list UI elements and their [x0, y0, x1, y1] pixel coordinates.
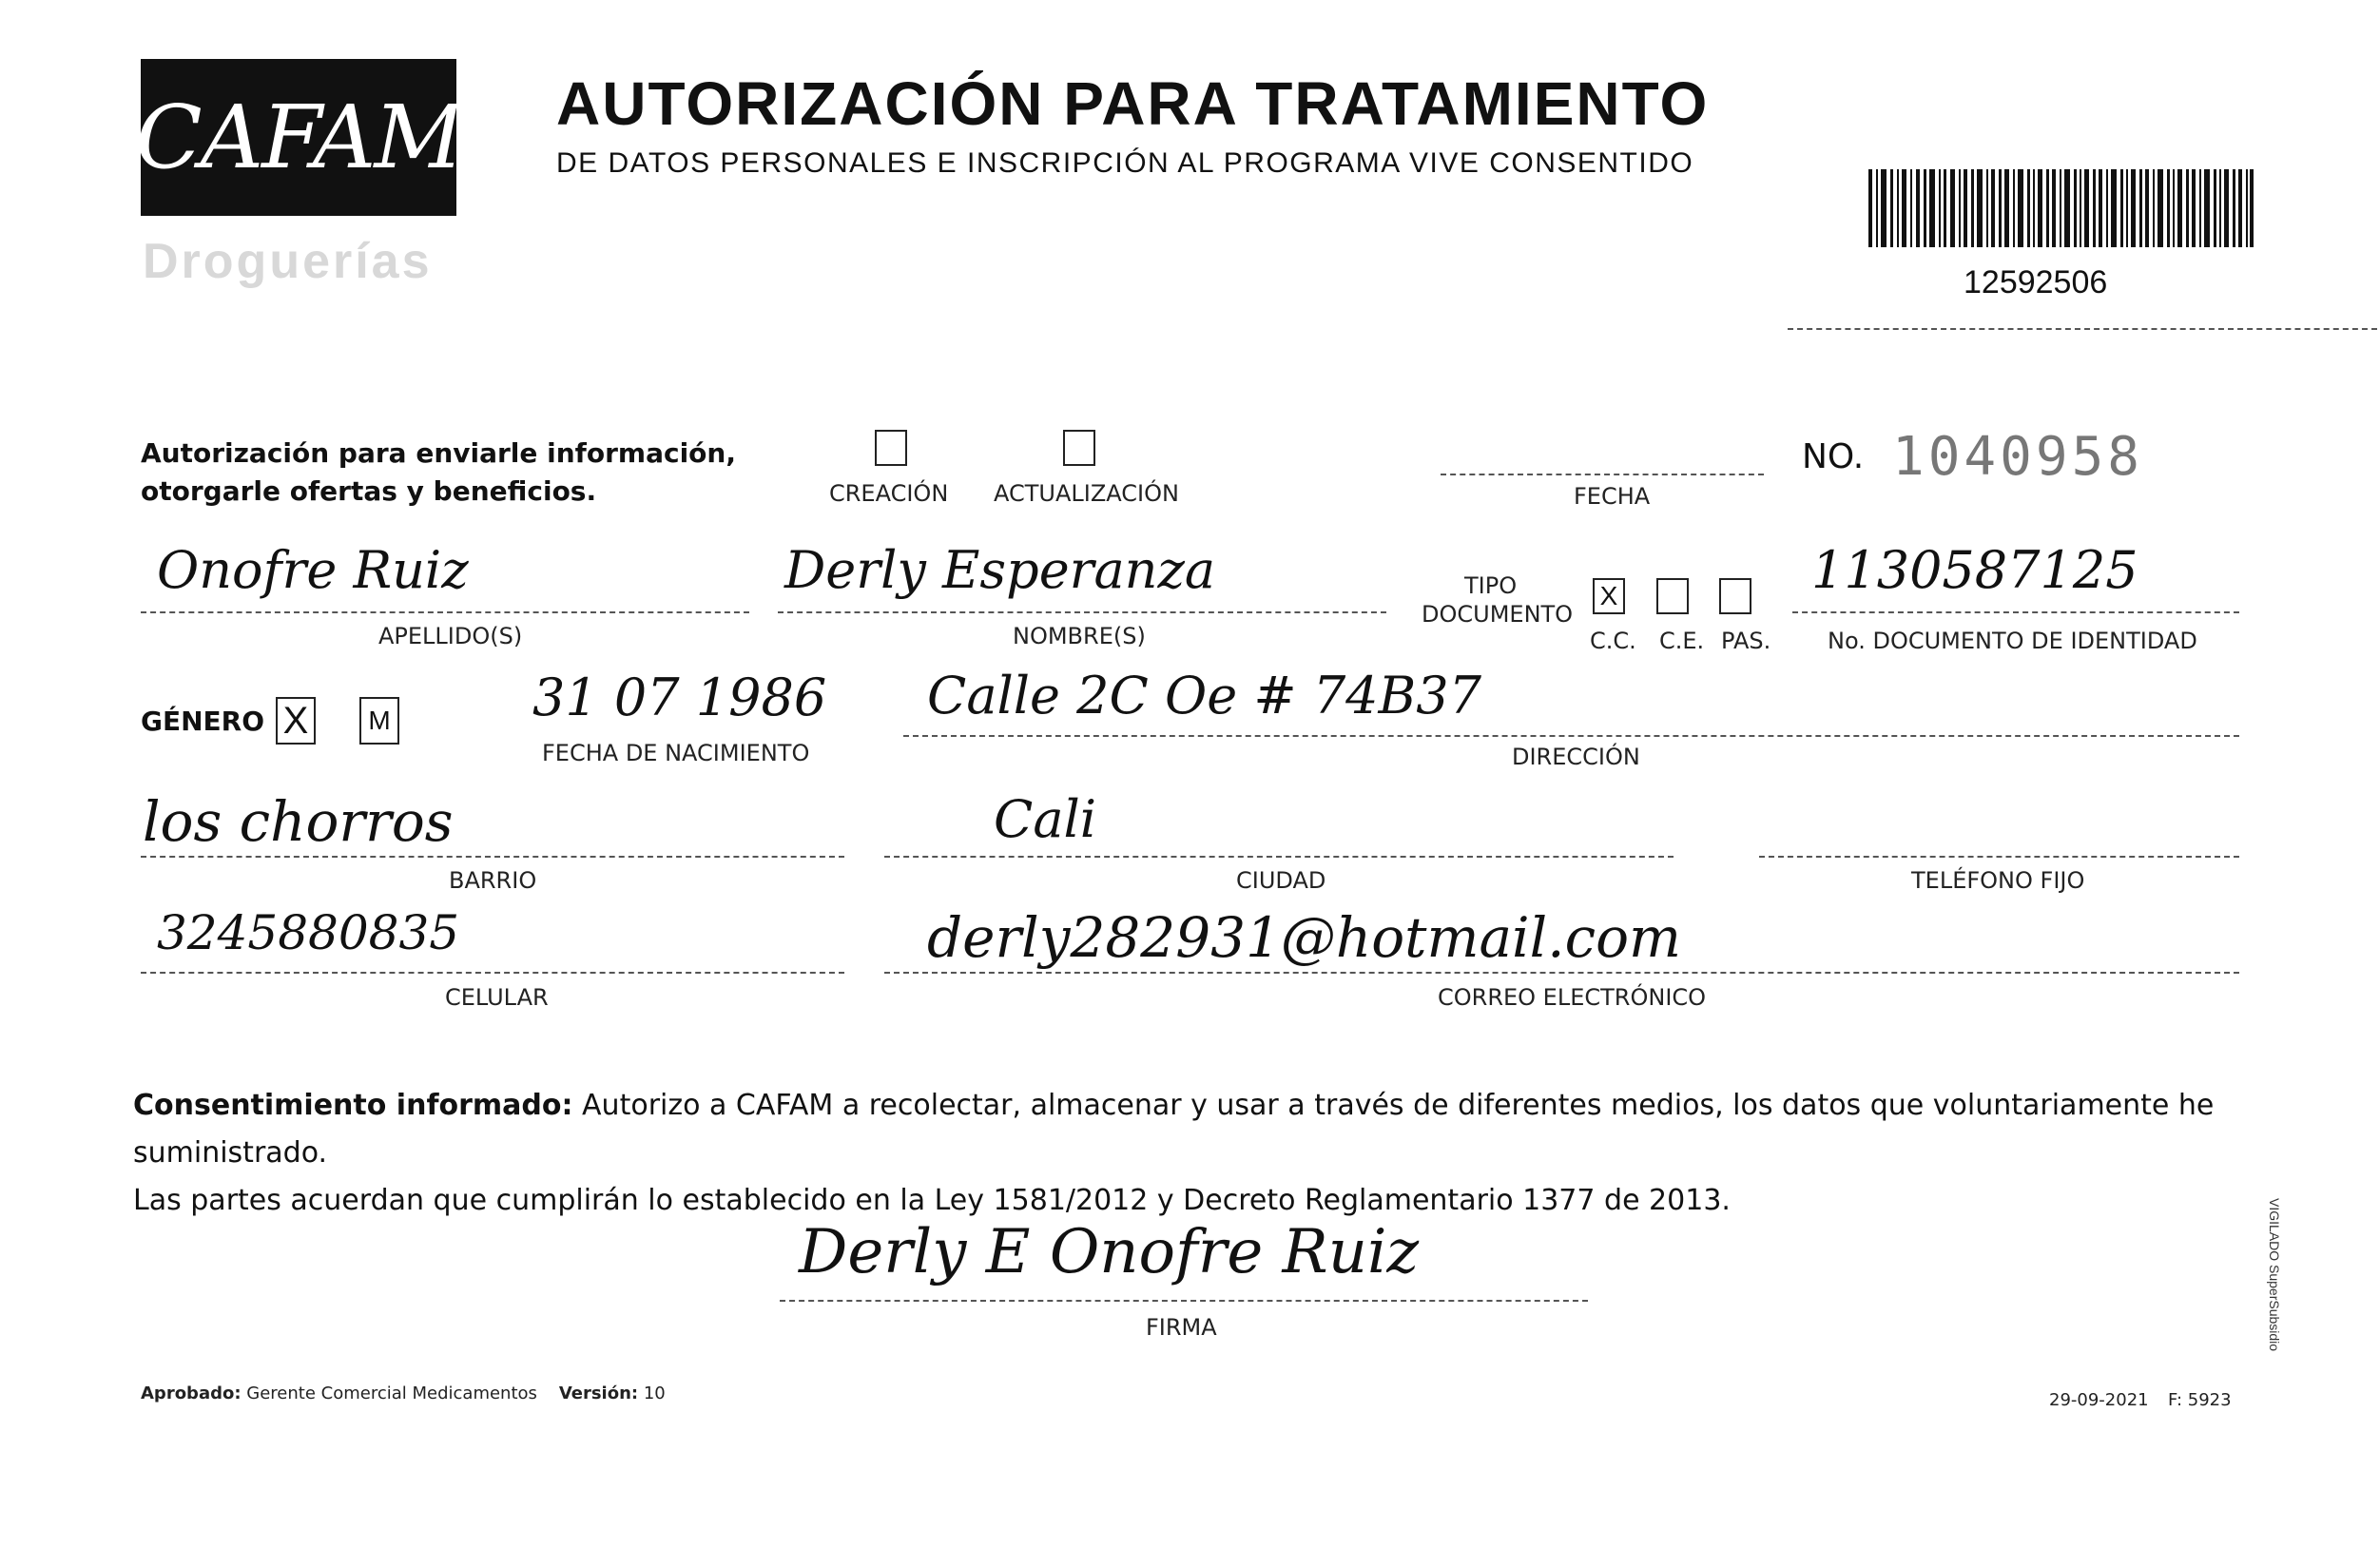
- cc-label: C.C.: [1590, 628, 1636, 654]
- ciudad-label: CIUDAD: [1236, 867, 1326, 894]
- aprobado-value: Gerente Comercial Medicamentos: [246, 1384, 537, 1403]
- apellidos-line: [141, 611, 749, 613]
- version-value: 10: [643, 1384, 666, 1403]
- documento-value[interactable]: 1130587125: [1811, 540, 2138, 600]
- cc-checkbox[interactable]: [1593, 578, 1625, 614]
- fecha-nacimiento-label: FECHA DE NACIMIENTO: [542, 740, 810, 766]
- form-number: 1040958: [1892, 426, 2144, 488]
- documento-label: No. DOCUMENTO DE IDENTIDAD: [1828, 628, 2197, 654]
- consent-text-line2: Las partes acuerdan que cumplirán lo establecido en la Ley 1581/2012 y Decreto Reglamentario 1377 de 2013.: [133, 1184, 1731, 1217]
- barcode-icon: [1868, 169, 2254, 247]
- correo-value[interactable]: derly282931@hotmail.com: [927, 905, 1681, 970]
- cafam-logo: CAFAM: [141, 59, 456, 216]
- consent-paragraph: [133, 1082, 2263, 1225]
- nombres-label: NOMBRE(S): [1013, 623, 1146, 649]
- signature-label: FIRMA: [1146, 1314, 1217, 1341]
- telefono-label: TELÉFONO FIJO: [1911, 867, 2085, 894]
- apellidos-value[interactable]: Onofre Ruiz: [157, 540, 469, 600]
- vigilado-stamp: VIGILADO SuperSubsidio: [2267, 1198, 2282, 1352]
- celular-line: [141, 972, 844, 974]
- actualizacion-checkbox[interactable]: [1063, 430, 1095, 466]
- logo-subtitle: Droguerías: [143, 234, 433, 289]
- fecha-label: FECHA: [1574, 483, 1651, 510]
- cc-mark: X: [1599, 581, 1618, 610]
- telefono-line: [1759, 856, 2239, 858]
- authorization-text-line2: otorgarle ofertas y beneficios.: [141, 475, 597, 507]
- footer-approval: [141, 1384, 666, 1403]
- footer-code: F: 5923: [2168, 1390, 2232, 1410]
- genero-label: GÉNERO: [141, 706, 265, 737]
- genero-m-checkbox[interactable]: [359, 697, 399, 745]
- barrio-value[interactable]: los chorros: [143, 789, 454, 854]
- form-title: AUTORIZACIÓN PARA TRATAMIENTO: [556, 69, 1710, 138]
- ce-checkbox[interactable]: [1656, 578, 1689, 614]
- pas-checkbox[interactable]: [1719, 578, 1751, 614]
- genero-f-mark: X: [282, 699, 309, 742]
- nombres-line: [778, 611, 1386, 613]
- ce-label: C.E.: [1659, 628, 1705, 654]
- correo-label: CORREO ELECTRÓNICO: [1438, 984, 1707, 1011]
- barrio-line: [141, 856, 844, 858]
- consent-text-line1: Autorizo a CAFAM a recolectar, almacenar y usar a través de diferentes medios, los datos que voluntariamente he suministrado.: [133, 1089, 2215, 1170]
- actualizacion-label: ACTUALIZACIÓN: [994, 480, 1179, 507]
- no-label: NO.: [1802, 437, 1865, 476]
- creacion-label: CREACIÓN: [829, 480, 949, 507]
- celular-value[interactable]: 3245880835: [157, 905, 460, 960]
- direccion-value[interactable]: Calle 2C Oe # 74B37: [927, 666, 1481, 726]
- ciudad-value[interactable]: Cali: [994, 789, 1097, 849]
- tipo-label: TIPO: [1464, 572, 1518, 599]
- creacion-checkbox[interactable]: [875, 430, 907, 466]
- correo-line: [884, 972, 2239, 974]
- fecha-nacimiento-value[interactable]: 31 07 1986: [532, 668, 827, 727]
- direccion-line: [903, 735, 2239, 737]
- apellidos-label: APELLIDO(S): [378, 623, 523, 649]
- signature-line: [780, 1300, 1588, 1302]
- genero-f-checkbox[interactable]: [276, 697, 316, 745]
- direccion-label: DIRECCIÓN: [1512, 744, 1640, 770]
- version-label: Versión:: [558, 1384, 639, 1403]
- form-subtitle: DE DATOS PERSONALES E INSCRIPCIÓN AL PROGRAMA VIVE CONSENTIDO: [556, 147, 1694, 179]
- documento-type-label: DOCUMENTO: [1422, 601, 1574, 628]
- divider: [1788, 328, 2377, 330]
- documento-line: [1792, 611, 2239, 613]
- aprobado-label: Aprobado:: [141, 1384, 242, 1403]
- footer-date: 29-09-2021: [2049, 1390, 2149, 1410]
- barcode-number: 12592506: [1964, 264, 2108, 300]
- ciudad-line: [884, 856, 1674, 858]
- signature: Derly E Onofre Ruiz: [799, 1217, 1420, 1287]
- pas-label: PAS.: [1721, 628, 1771, 654]
- barrio-label: BARRIO: [449, 867, 537, 894]
- celular-label: CELULAR: [445, 984, 549, 1011]
- authorization-text-line1: Autorización para enviarle información,: [141, 437, 736, 469]
- nombres-value[interactable]: Derly Esperanza: [784, 540, 1216, 600]
- consent-heading: Consentimiento informado:: [133, 1089, 573, 1122]
- genero-m-label: M: [368, 706, 391, 735]
- fecha-line: [1441, 474, 1764, 475]
